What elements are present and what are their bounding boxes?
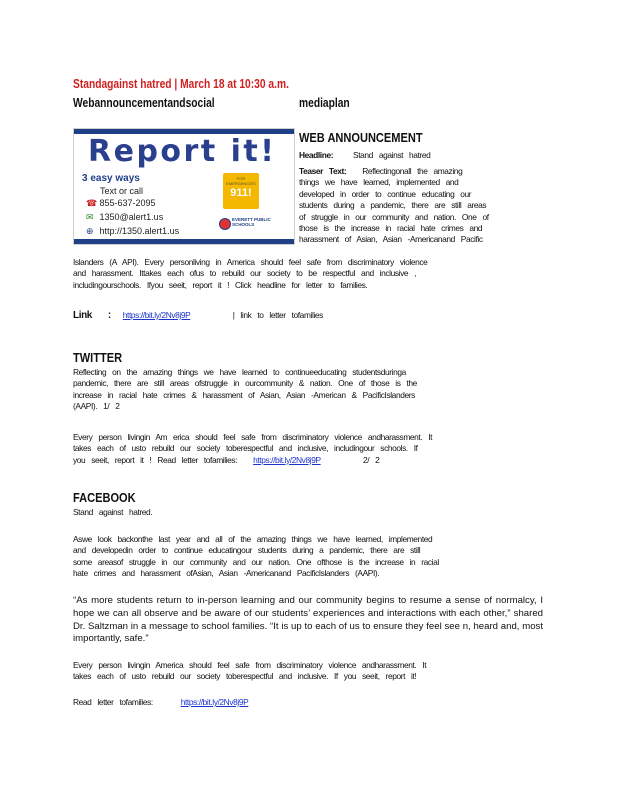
teaser-label: Teaser Text: bbox=[299, 166, 347, 176]
fb-para1-line-0: Aswe look backonthe last year and all of the amazing things we have learned, implemented bbox=[73, 534, 433, 544]
emergency-911-badge bbox=[223, 173, 259, 209]
teaser-line-6: harassment of Asian, Asian -Americanand Pacific bbox=[299, 234, 483, 245]
document-subtitle-left: Webannouncementandsocial bbox=[73, 96, 215, 110]
facebook-quote: “As more students return to in-person learning and our community begins to resume a sense of normalcy, I hope we can all observe and be aware of our students’ experiences and interactions with each other,” shared Dr. Saltzman in a message to school families. “It is up to each of us to ensure they feel see n, heard and, most importantly, safe.” bbox=[73, 595, 543, 645]
fb-para1-line-1: and developedin order to continue educatingour students during a pandemic, there are still bbox=[73, 545, 421, 556]
poster-url: http://1350.alert1.us bbox=[99, 226, 180, 236]
tweet1-line-2: increase in racial hate crimes & harassment of Asian, Asian -American & PacificIslanders bbox=[73, 389, 415, 400]
tweet2-line-0: Every person livingin Am erica should feel safe from discriminatory violence andharassment. It bbox=[73, 432, 433, 442]
tweet-1 bbox=[73, 367, 543, 413]
read-letter-label: Read letter tofamilies: bbox=[73, 697, 153, 707]
badge-911-text: 911! bbox=[230, 187, 252, 199]
document-subtitle-right: mediaplan bbox=[299, 96, 350, 110]
tweet-letter-link[interactable]: https://bit.ly/2Nv8j9P bbox=[253, 454, 321, 465]
tweet2-last-text: you seeit, report it ! Read letter tofamilies: bbox=[73, 454, 238, 465]
teaser-line-0: Reflectingonall the amazing bbox=[362, 166, 463, 176]
teaser-line-4: of struggle in our community and nation. One of bbox=[299, 211, 489, 222]
teaser-full-line-0: Islanders (A API). Every personliving in America should feel safe from discriminatory violence bbox=[73, 257, 428, 267]
tweet2-line-1: takes each of usto rebuild our society toberespectful and inclusive, includingour schools. If bbox=[73, 443, 418, 454]
teaser-line-3: students during a pandemic, there are still areas bbox=[299, 200, 487, 211]
teaser-line-2: developed in order to continue educating our bbox=[299, 188, 472, 199]
web-announcement-heading: WEB ANNOUNCEMENT bbox=[299, 130, 423, 145]
facebook-opening: Stand against hatred. bbox=[73, 507, 153, 517]
teaser-line-5: those is the increase in racial hate crimes and bbox=[299, 223, 483, 234]
school-name: EVERETT PUBLIC SCHOOLS bbox=[232, 217, 271, 227]
phone-icon: ☎ bbox=[86, 198, 98, 208]
teaser-full-line-1: and harassment. Ittakes each ofus to rebuild our society to be respectful and inclusive , bbox=[73, 268, 417, 279]
poster-bottom-bar bbox=[74, 239, 294, 244]
badge-small-text: FOR EMERGENCIES bbox=[226, 176, 256, 186]
facebook-heading: FACEBOOK bbox=[73, 490, 136, 505]
tweet1-line-0: Reflecting on the amazing things we have learned to continueeducating studentsduringa bbox=[73, 367, 406, 377]
facebook-para-1 bbox=[73, 534, 543, 580]
poster-phone-line bbox=[86, 198, 156, 209]
poster-email: 1350@alert1.us bbox=[99, 212, 164, 222]
poster-title: Report it! bbox=[88, 134, 277, 169]
envelope-icon: ✉ bbox=[86, 212, 94, 222]
report-it-poster bbox=[73, 128, 295, 245]
tweet-count: 2/ 2 bbox=[363, 454, 380, 465]
link-colon: : bbox=[107, 310, 111, 321]
headline-text: Stand against hatred bbox=[353, 150, 431, 160]
facebook-read-row bbox=[73, 697, 281, 708]
school-logo-icon bbox=[219, 218, 231, 230]
poster-url-line bbox=[86, 226, 179, 237]
link-label: Link bbox=[73, 310, 92, 321]
poster-ways: 3 easy ways bbox=[82, 173, 140, 184]
poster-email-line bbox=[86, 212, 163, 223]
fb-para3-line-1: takes each of usto rebuild our society toberespectful and inclusive. If you seeit, report it! bbox=[73, 671, 417, 682]
teaser-line-1: things we have learned, implemented and bbox=[299, 177, 459, 188]
globe-icon: ⊕ bbox=[86, 226, 94, 236]
facebook-para-3 bbox=[73, 660, 543, 683]
teaser-block bbox=[299, 166, 534, 246]
tweet1-line-3: (AAPI). 1/ 2 bbox=[73, 401, 120, 412]
link-after-text: | link to letter tofamilies bbox=[232, 310, 323, 320]
poster-phone: 855-637-2095 bbox=[99, 198, 156, 208]
fb-para1-line-2: some areasof struggle in our community and our nation. One ofthose is the increase in racial bbox=[73, 556, 439, 567]
document-title: Standagainst hatred | March 18 at 10:30 a.m. bbox=[73, 77, 289, 91]
link-row bbox=[73, 310, 323, 321]
facebook-letter-link[interactable]: https://bit.ly/2Nv8j9P bbox=[180, 697, 249, 707]
tweet-2 bbox=[73, 432, 543, 466]
tweet1-line-1: pandemic, there are still areas ofstruggle in ourcommunity & nation. One of those is the bbox=[73, 378, 417, 389]
poster-text-or-call: Text or call bbox=[100, 186, 144, 196]
headline-label: Headline: bbox=[299, 150, 334, 160]
fb-para3-line-0: Every person livingin America should feel safe from discriminatory violence andharassment. It bbox=[73, 660, 427, 670]
fb-para1-line-3: hate crimes and harassment ofAsian, Asian -Americanand PacificIslanders (AAPI). bbox=[73, 568, 380, 579]
twitter-heading: TWITTER bbox=[73, 350, 123, 365]
teaser-full-line-2: includingourschools. Ifyou seeit, report it ! Click headline for letter to families. bbox=[73, 279, 368, 290]
teaser-continuation bbox=[73, 257, 543, 291]
letter-link[interactable]: https://bit.ly/2Nv8j9P bbox=[122, 310, 191, 320]
headline-row bbox=[299, 150, 539, 161]
